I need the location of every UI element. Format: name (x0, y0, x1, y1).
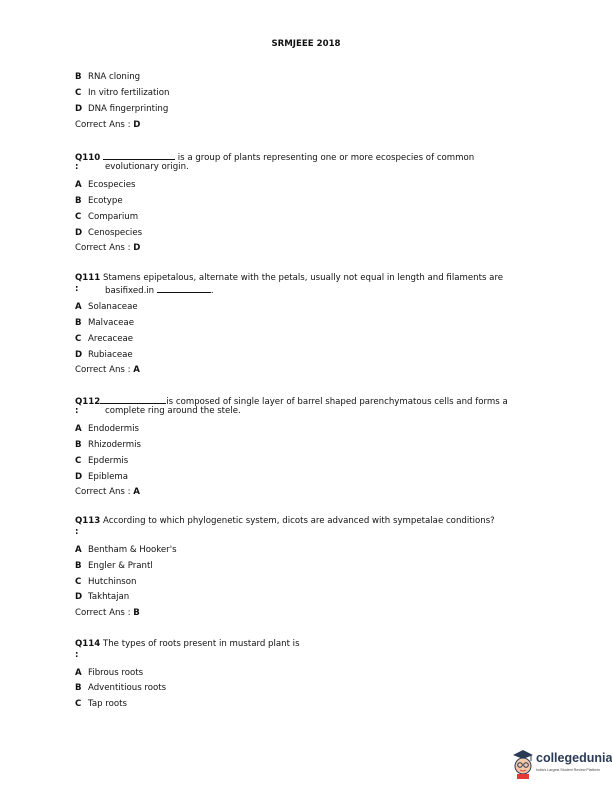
option-letter: D (75, 592, 83, 602)
correct-answer-label: Correct Ans : (75, 608, 131, 618)
option-letter: B (75, 196, 82, 206)
question-colon: : (75, 650, 79, 660)
option-letter: A (75, 302, 82, 312)
option-a (75, 180, 136, 190)
option-c (75, 456, 128, 466)
question-text: is a group of plants representing one or more ecospecies of common (177, 153, 475, 163)
option-b (75, 683, 166, 693)
option-text: RNA cloning (88, 72, 141, 82)
question-text: The types of roots present in mustard plant is (102, 639, 300, 649)
correct-answer-label: Correct Ans : (75, 365, 131, 375)
question-colon: : (75, 406, 79, 416)
option-b (75, 318, 134, 328)
option-letter: D (75, 472, 83, 482)
question-text: Stamens epipetalous, alternate with the petals, usually not equal in length and filaments are (102, 273, 504, 283)
option-text: Takhtajan (88, 592, 130, 602)
option-d (75, 592, 129, 602)
option-letter: C (75, 456, 82, 466)
option-text: Arecaceae (88, 334, 134, 344)
correct-answer-label: Correct Ans : (75, 487, 131, 497)
option-b (75, 196, 123, 206)
question-colon: : (75, 527, 79, 537)
correct-answer-value: D (133, 243, 141, 253)
correct-answer (75, 365, 140, 375)
question-text: is composed of single layer of barrel shaped parenchymatous cells and forms a (166, 397, 508, 407)
option-letter: C (75, 334, 82, 344)
option-letter: A (75, 180, 82, 190)
option-text: Rhizodermis (88, 440, 141, 450)
option-text: Hutchinson (88, 577, 137, 587)
option-text: In vitro fertilization (88, 88, 170, 98)
option-text: Bentham & Hooker's (88, 545, 177, 555)
option-a (75, 545, 177, 555)
question-number: Q110 (75, 153, 101, 163)
question-text: According to which phylogenetic system, dicots are advanced with sympetalae conditions? (102, 516, 495, 526)
option-text: Malvaceae (88, 318, 134, 328)
option-text: Engler & Prantl (88, 561, 153, 571)
question-number: Q111 (75, 273, 101, 283)
correct-answer-value: B (133, 608, 140, 618)
option-letter: B (75, 683, 82, 693)
option-d (75, 472, 128, 482)
question-text-end: . (210, 286, 214, 296)
option-text: Ecospecies (88, 180, 136, 190)
option-text: Ecotype (88, 196, 123, 206)
option-letter: D (75, 228, 83, 238)
correct-answer-value: A (133, 365, 140, 375)
option-c (75, 212, 138, 222)
question-colon: : (75, 162, 79, 172)
correct-answer-label: Correct Ans : (75, 120, 131, 130)
option-text: Rubiaceae (88, 350, 133, 360)
option-b (75, 561, 153, 571)
question-colon: : (75, 284, 79, 294)
question-text-cont-line (105, 284, 214, 296)
option-letter: D (75, 104, 83, 114)
option-text: Adventitious roots (88, 683, 167, 693)
correct-answer (75, 608, 140, 618)
answer-blank (157, 284, 211, 293)
option-d (75, 104, 168, 114)
option-letter: A (75, 424, 82, 434)
logo-tagline: India's Largest Student Review Platform (536, 768, 600, 772)
correct-answer (75, 243, 140, 253)
correct-answer (75, 120, 140, 130)
question-text-cont: evolutionary origin. (105, 162, 189, 172)
correct-answer-value: D (133, 120, 141, 130)
option-text: Epiblema (88, 472, 129, 482)
correct-answer-value: A (133, 487, 140, 497)
option-text: Fibrous roots (88, 668, 144, 678)
option-b (75, 72, 140, 82)
collegedunia-logo (510, 748, 612, 782)
option-a (75, 424, 139, 434)
option-a (75, 668, 143, 678)
answer-blank (103, 151, 175, 160)
question-stem (75, 273, 535, 283)
question-stem (75, 639, 535, 649)
option-letter: C (75, 577, 82, 587)
option-text: Endodermis (88, 424, 139, 434)
option-d (75, 228, 142, 238)
option-b (75, 440, 141, 450)
option-text: Epdermis (88, 456, 129, 466)
option-letter: A (75, 668, 82, 678)
page-header-title: SRMJEEE 2018 (271, 39, 341, 49)
option-letter: C (75, 88, 82, 98)
logo-wordmark: collegedunia (536, 751, 612, 765)
answer-blank (100, 395, 166, 404)
correct-answer (75, 487, 140, 497)
option-letter: B (75, 72, 82, 82)
mascot-icon (510, 748, 536, 780)
option-d (75, 350, 133, 360)
option-c (75, 88, 170, 98)
question-number: Q113 (75, 516, 101, 526)
option-letter: A (75, 545, 82, 555)
question-number: Q114 (75, 639, 101, 649)
option-letter: B (75, 318, 82, 328)
option-a (75, 302, 138, 312)
option-letter: B (75, 561, 82, 571)
option-text: Tap roots (88, 699, 127, 709)
question-text-cont: basifixed.in (105, 286, 155, 296)
option-c (75, 699, 127, 709)
correct-answer-label: Correct Ans : (75, 243, 131, 253)
option-letter: C (75, 699, 82, 709)
option-letter: B (75, 440, 82, 450)
option-letter: C (75, 212, 82, 222)
question-number: Q112 (75, 397, 101, 407)
option-text: Cenospecies (88, 228, 143, 238)
option-c (75, 334, 133, 344)
option-letter: D (75, 350, 83, 360)
option-text: Comparium (88, 212, 139, 222)
option-text: DNA fingerprinting (88, 104, 169, 114)
option-text: Solanaceae (88, 302, 138, 312)
question-text-cont: complete ring around the stele. (105, 406, 241, 416)
option-c (75, 577, 136, 587)
question-stem (75, 516, 535, 526)
